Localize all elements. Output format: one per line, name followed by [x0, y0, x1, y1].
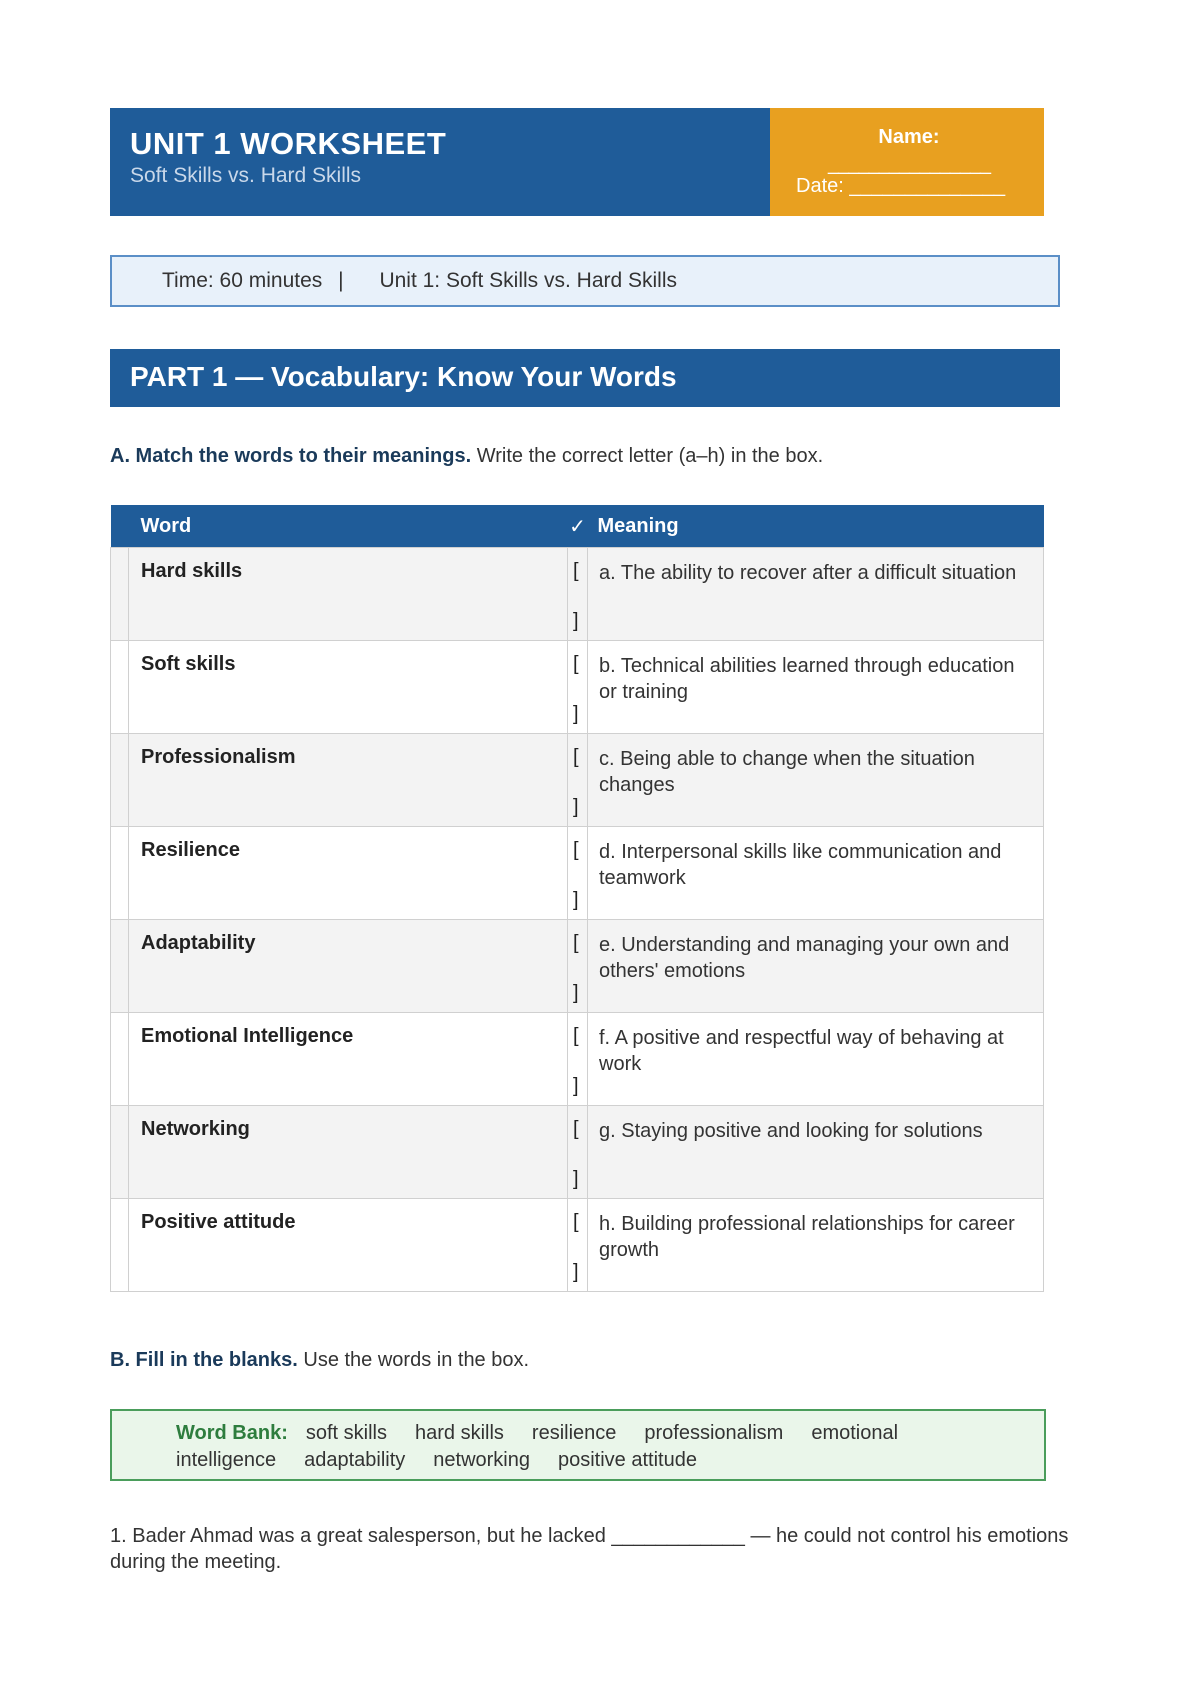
- word-bank-word: resilience: [531, 1422, 617, 1444]
- answer-box[interactable]: [568, 1013, 588, 1106]
- word-bank-word: professionalism: [644, 1422, 784, 1444]
- section-a-rest: Write the correct letter (a–h) in the box.: [471, 445, 824, 467]
- answer-box-right-bracket: ]: [573, 1168, 579, 1190]
- vocab-word: Resilience: [129, 827, 568, 920]
- table-row: [111, 1199, 1044, 1292]
- vocab-meaning: d. Interpersonal skills like communication and teamwork: [588, 827, 1044, 920]
- answer-box-right-bracket: ]: [573, 889, 579, 911]
- date-field[interactable]: [796, 175, 1022, 198]
- answer-box[interactable]: [568, 641, 588, 734]
- answer-box-left-bracket: [: [573, 932, 579, 954]
- answer-box[interactable]: [568, 827, 588, 920]
- word-bank-word: emotional intelligence: [176, 1422, 899, 1471]
- answer-box-right-bracket: ]: [573, 610, 579, 632]
- answer-box-left-bracket: [: [573, 653, 579, 675]
- part1-heading: PART 1 — Vocabulary: Know Your Words: [110, 349, 1060, 407]
- vocab-match-table: [110, 505, 1044, 1292]
- answer-box[interactable]: [568, 1199, 588, 1292]
- vocab-meaning: g. Staying positive and looking for solutions: [588, 1106, 1044, 1199]
- section-b-rest: Use the words in the box.: [297, 1349, 530, 1371]
- row-margin-cell: [111, 827, 129, 920]
- row-margin-cell: [111, 920, 129, 1013]
- vocab-meaning: f. A positive and respectful way of behaving at work: [588, 1013, 1044, 1106]
- vocab-word: Hard skills: [129, 548, 568, 641]
- date-label: Date:: [796, 175, 844, 197]
- worksheet-header: [110, 108, 1044, 216]
- worksheet-subtitle: Soft Skills vs. Hard Skills: [130, 164, 362, 187]
- word-bank-word: soft skills: [305, 1422, 387, 1444]
- table-row: [111, 920, 1044, 1013]
- header-meaning: Meaning: [588, 505, 1044, 548]
- answer-box[interactable]: [568, 920, 588, 1013]
- name-date-block: [770, 108, 1044, 216]
- word-bank-word: networking: [433, 1449, 530, 1471]
- row-margin-cell: [111, 1013, 129, 1106]
- vocab-meaning: h. Building professional relationships for career growth: [588, 1199, 1044, 1292]
- answer-box-left-bracket: [: [573, 1025, 579, 1047]
- time-text: Time: 60 minutes: [162, 269, 323, 292]
- name-blank[interactable]: ________________: [828, 153, 990, 175]
- row-margin-cell: [111, 548, 129, 641]
- answer-box-right-bracket: ]: [573, 703, 579, 725]
- answer-box[interactable]: [568, 548, 588, 641]
- answer-box-right-bracket: ]: [573, 982, 579, 1004]
- answer-box-right-bracket: ]: [573, 1075, 579, 1097]
- vocab-word: Networking: [129, 1106, 568, 1199]
- row-margin-cell: [111, 1199, 129, 1292]
- section-a-instruction: [110, 445, 823, 468]
- vocab-meaning: b. Technical abilities learned through education or training: [588, 641, 1044, 734]
- word-bank: [110, 1409, 1046, 1481]
- vocab-meaning: e. Understanding and managing your own and others' emotions: [588, 920, 1044, 1013]
- word-bank-word: hard skills: [414, 1422, 504, 1444]
- answer-box[interactable]: [568, 734, 588, 827]
- header-word: Word: [111, 505, 568, 548]
- answer-box-left-bracket: [: [573, 746, 579, 768]
- info-separator: |: [338, 269, 344, 292]
- answer-box-left-bracket: [: [573, 560, 579, 582]
- vocab-word: Soft skills: [129, 641, 568, 734]
- date-blank[interactable]: ______________: [849, 175, 1006, 197]
- table-row: [111, 1013, 1044, 1106]
- row-margin-cell: [111, 1106, 129, 1199]
- answer-box[interactable]: [568, 1106, 588, 1199]
- table-row: [111, 734, 1044, 827]
- vocab-meaning: a. The ability to recover after a difficult situation: [588, 548, 1044, 641]
- answer-box-right-bracket: ]: [573, 796, 579, 818]
- table-row: [111, 641, 1044, 734]
- unit-text: Unit 1: Soft Skills vs. Hard Skills: [379, 269, 678, 292]
- word-bank-word: positive attitude: [557, 1449, 697, 1471]
- vocab-word: Emotional Intelligence: [129, 1013, 568, 1106]
- table-row: [111, 548, 1044, 641]
- table-header-row: [111, 505, 1044, 548]
- word-bank-label: Word Bank:: [176, 1422, 288, 1444]
- section-b-instruction: [110, 1349, 529, 1372]
- header-title-block: [110, 108, 770, 216]
- row-margin-cell: [111, 734, 129, 827]
- vocab-word: Adaptability: [129, 920, 568, 1013]
- answer-box-left-bracket: [: [573, 1118, 579, 1140]
- section-a-bold: A. Match the words to their meanings.: [110, 445, 472, 467]
- info-bar: [110, 255, 1060, 307]
- worksheet-title: UNIT 1 WORKSHEET: [130, 126, 447, 161]
- answer-box-left-bracket: [: [573, 1211, 579, 1233]
- word-bank-word: adaptability: [304, 1449, 406, 1471]
- table-row: [111, 827, 1044, 920]
- question-1: 1. Bader Ahmad was a great salesperson, but he lacked ____________ — he could not control his emotions during the meeting.: [110, 1525, 1069, 1573]
- section-b-bold: B. Fill in the blanks.: [110, 1349, 298, 1371]
- answer-box-right-bracket: ]: [573, 1261, 579, 1283]
- vocab-word: Professionalism: [129, 734, 568, 827]
- vocab-word: Positive attitude: [129, 1199, 568, 1292]
- table-row: [111, 1106, 1044, 1199]
- header-check: ✓: [568, 505, 588, 548]
- name-label: Name:: [878, 126, 940, 148]
- row-margin-cell: [111, 641, 129, 734]
- vocab-meaning: c. Being able to change when the situation changes: [588, 734, 1044, 827]
- answer-box-left-bracket: [: [573, 839, 579, 861]
